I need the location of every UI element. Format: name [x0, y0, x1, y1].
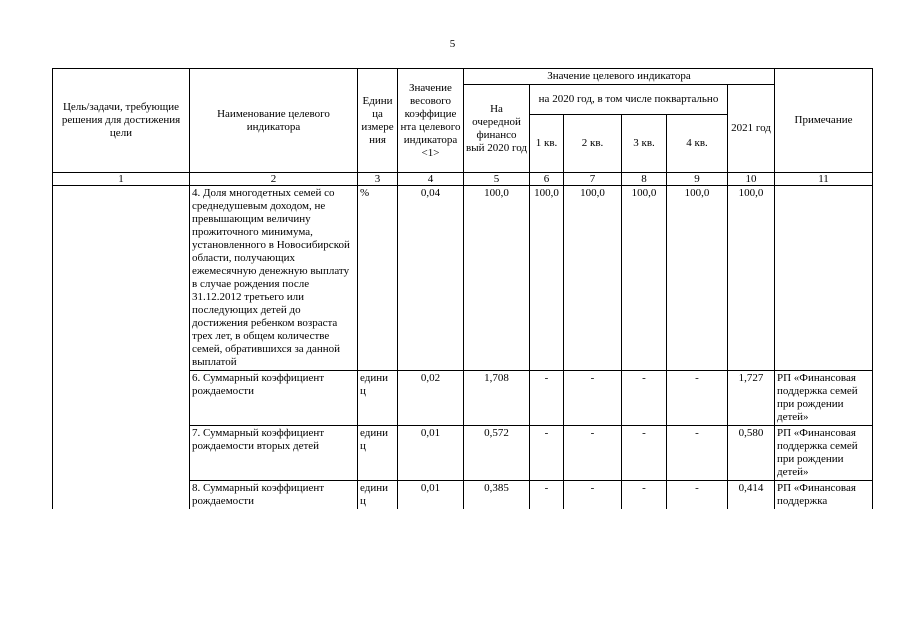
q1-value: -	[530, 371, 564, 426]
year-2021-value: 1,727	[728, 371, 775, 426]
q3-value: -	[622, 426, 667, 481]
goal-cell	[53, 186, 190, 510]
header-note: Примечание	[775, 69, 873, 173]
q1-value: -	[530, 481, 564, 510]
next-fy-value: 0,572	[464, 426, 530, 481]
unit: едини ц	[358, 481, 398, 510]
weight: 0,01	[398, 481, 464, 510]
header-indicator-name: Наименование целевого индикатора	[190, 69, 358, 173]
year-2021-value: 0,414	[728, 481, 775, 510]
column-number: 11	[775, 173, 873, 186]
unit: едини ц	[358, 371, 398, 426]
q4-value: -	[667, 371, 728, 426]
q4-value: 100,0	[667, 186, 728, 371]
column-number: 10	[728, 173, 775, 186]
column-number: 7	[564, 173, 622, 186]
table-row	[53, 186, 873, 371]
indicator-name: 7. Суммарный коэффициент рождаемости вторых детей	[190, 426, 358, 481]
q4-value: -	[667, 426, 728, 481]
header-q1: 1 кв.	[530, 115, 564, 173]
header-weight: Значение весового коэффицие нта целевого индикатора <1>	[398, 69, 464, 173]
header-2020-quarterly: на 2020 год, в том числе поквартально	[530, 85, 728, 115]
note: РП «Финансовая поддержка	[775, 481, 873, 510]
column-number: 6	[530, 173, 564, 186]
column-number: 9	[667, 173, 728, 186]
q3-value: -	[622, 371, 667, 426]
page-number: 5	[449, 38, 456, 50]
header-next-fy: На очередной финансо вый 2020 год	[464, 85, 530, 173]
q1-value: -	[530, 426, 564, 481]
column-number: 1	[53, 173, 190, 186]
note: РП «Финансовая поддержка семей при рождении детей»	[775, 426, 873, 481]
year-2021-value: 100,0	[728, 186, 775, 371]
column-number: 2	[190, 173, 358, 186]
header-unit: Едини ца измере ния	[358, 69, 398, 173]
header-goal: Цель/задачи, требующие решения для достижения цели	[53, 69, 190, 173]
header-q2: 2 кв.	[564, 115, 622, 173]
q4-value: -	[667, 481, 728, 510]
next-fy-value: 0,385	[464, 481, 530, 510]
indicator-name: 4. Доля многодетных семей со среднедушевым доходом, не превышающим величину прожиточного минимума, установленного в Новосибирской области, получающих ежемесячную денежную выплату в случае рождения после 31.12.2012 третьего или последующих детей до достижения ребенком возраста трех лет, в общем количестве семей, обратившихся за данной выплатой	[190, 186, 358, 371]
q2-value: -	[564, 426, 622, 481]
column-numbers-row	[53, 173, 873, 186]
header-2021: 2021 год	[728, 85, 775, 173]
next-fy-value: 100,0	[464, 186, 530, 371]
column-number: 5	[464, 173, 530, 186]
weight: 0,02	[398, 371, 464, 426]
q1-value: 100,0	[530, 186, 564, 371]
header-q4: 4 кв.	[667, 115, 728, 173]
column-number: 4	[398, 173, 464, 186]
note	[775, 186, 873, 371]
q2-value: -	[564, 481, 622, 510]
column-number: 3	[358, 173, 398, 186]
q3-value: 100,0	[622, 186, 667, 371]
header-q3: 3 кв.	[622, 115, 667, 173]
next-fy-value: 1,708	[464, 371, 530, 426]
target-indicators-table	[52, 68, 873, 509]
weight: 0,01	[398, 426, 464, 481]
unit: %	[358, 186, 398, 371]
unit: едини ц	[358, 426, 398, 481]
year-2021-value: 0,580	[728, 426, 775, 481]
note: РП «Финансовая поддержка семей при рождении детей»	[775, 371, 873, 426]
q3-value: -	[622, 481, 667, 510]
header-target-value: Значение целевого индикатора	[464, 69, 775, 85]
q2-value: -	[564, 371, 622, 426]
indicator-name: 6. Суммарный коэффициент рождаемости	[190, 371, 358, 426]
indicator-name: 8. Суммарный коэффициент рождаемости	[190, 481, 358, 510]
weight: 0,04	[398, 186, 464, 371]
q2-value: 100,0	[564, 186, 622, 371]
column-number: 8	[622, 173, 667, 186]
